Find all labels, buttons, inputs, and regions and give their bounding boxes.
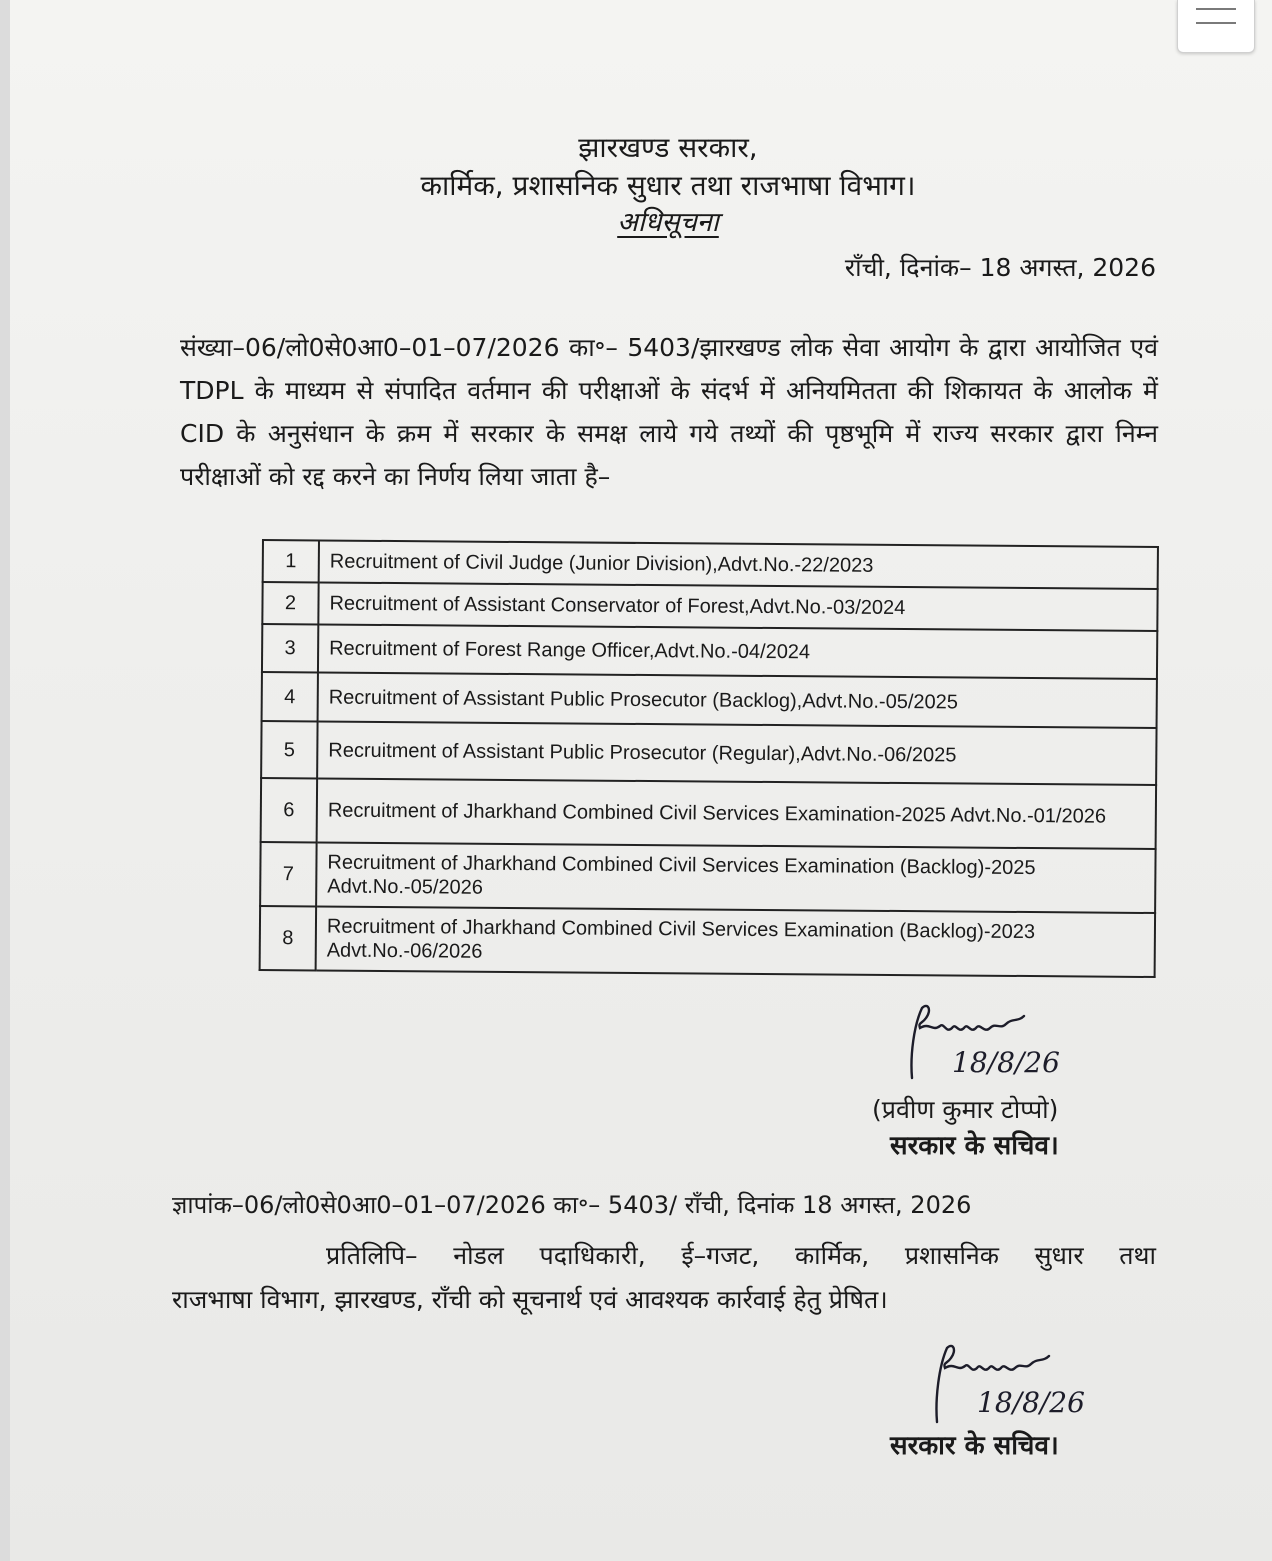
menu-button[interactable] [1177, 0, 1255, 53]
cancelled-exams-table [259, 539, 1159, 978]
table-row [261, 778, 1156, 849]
exam-title: Recruitment of Jharkhand Combined Civil Services Examination-2025 Advt.No.-01/2026 [317, 778, 1156, 849]
place-date: राँची, दिनांक– 18 अगस्त, 2026 [844, 253, 1156, 282]
menu-bar-icon [1196, 8, 1236, 10]
row-number: 3 [262, 624, 318, 672]
notification-paragraph: संख्या–06/लो0से0आ0–01–07/2026 का॰– 5403/झारखण्ड लोक सेवा आयोग के द्वारा आयोजित एवं TDPL के माध्यम से संपादित वर्तमान की परीक्षाओं के संदर्भ में अनियमितता की शिकायत के आलोक में CID के अनुसंधान के क्रम में सरकार के समक्ष लाये गये तथ्यों की पृष्ठभूमि में राज्य सरकार द्वारा निम्न परीक्षाओं को रद्द करने का निर्णय लिया जाता है– [180, 333, 1158, 491]
signatory-designation: सरकार के सचिव। [890, 1431, 1059, 1461]
table-row [261, 721, 1156, 785]
exam-title: Recruitment of Assistant Public Prosecutor (Regular),Advt.No.-06/2025 [317, 721, 1156, 785]
row-number: 5 [261, 721, 317, 778]
table-row [260, 906, 1155, 977]
exam-title: Recruitment of Forest Range Officer,Advt.No.-04/2024 [318, 624, 1157, 679]
table-row [262, 624, 1157, 679]
row-number: 6 [261, 778, 318, 842]
table-row [262, 672, 1157, 728]
signature-image [925, 1338, 1095, 1428]
notification-title-text: अधिसूचना [617, 207, 719, 238]
department-name: कार्मिक, प्रशासनिक सुधार तथा राजभाषा विभाग। [420, 169, 916, 202]
row-number: 7 [260, 842, 317, 906]
exam-title: Recruitment of Jharkhand Combined Civil Services Examination (Backlog)-2025 Advt.No.-05/2026 [316, 842, 1155, 913]
exam-title: Recruitment of Civil Judge (Junior Division),Advt.No.-22/2023 [319, 540, 1158, 589]
signatory-name: (प्रवीण कुमार टोप्पो) [872, 1095, 1059, 1124]
signature-date: 18/8/26 [977, 1386, 1085, 1419]
government-name: झारखण्ड सरकार, [578, 131, 758, 164]
signature-date: 18/8/26 [952, 1046, 1060, 1079]
signatory-designation: सरकार के सचिव। [890, 1131, 1059, 1161]
memo-number: ज्ञापांक–06/लो0से0आ0–01–07/2026 का॰– 5403/ राँची, दिनांक 18 अगस्त, 2026 [172, 1191, 972, 1219]
copy-to-line-1: प्रतिलिपि– नोडल पदाधिकारी, ई–गजट, कार्मिक, प्रशासनिक सुधार तथा [326, 1241, 1156, 1270]
row-number: 4 [262, 672, 318, 721]
exam-title: Recruitment of Assistant Conservator of Forest,Advt.No.-03/2024 [318, 582, 1157, 631]
copy-to-line-2: राजभाषा विभाग, झारखण्ड, राँची को सूचनार्थ एवं आवश्यक कार्रवाई हेतु प्रेषित। [172, 1285, 888, 1314]
menu-bar-icon [1196, 22, 1236, 24]
exam-title: Recruitment of Assistant Public Prosecutor (Backlog),Advt.No.-05/2025 [318, 672, 1157, 728]
row-number: 1 [263, 540, 319, 582]
table-row [262, 582, 1157, 631]
row-number: 8 [260, 906, 317, 970]
exam-title: Recruitment of Jharkhand Combined Civil Services Examination (Backlog)-2023 Advt.No.-06/2026 [316, 906, 1155, 977]
signature-image [900, 1000, 1070, 1090]
table-row [260, 842, 1155, 913]
row-number: 2 [262, 582, 318, 624]
table-row [263, 540, 1158, 589]
notification-title [0, 202, 1272, 239]
